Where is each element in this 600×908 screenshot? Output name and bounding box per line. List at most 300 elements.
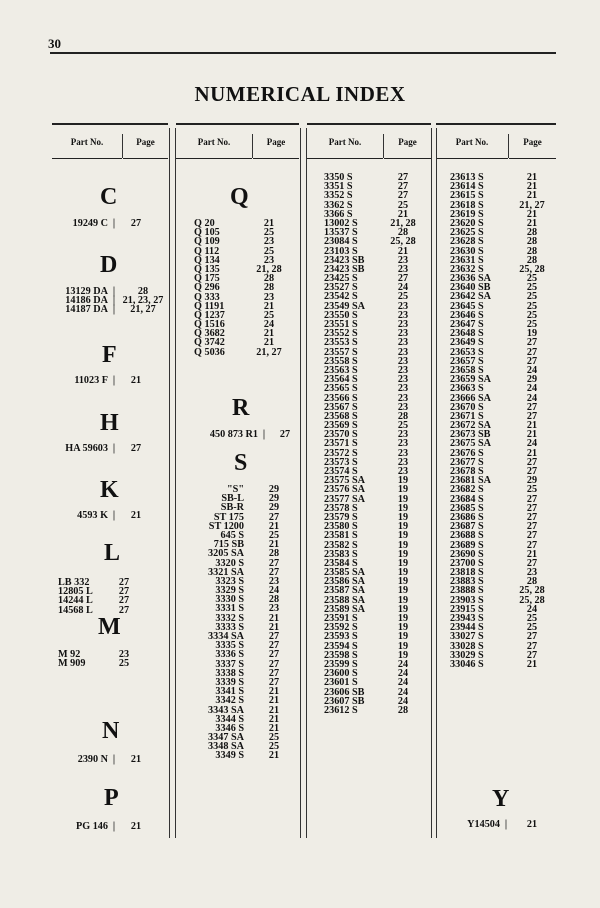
group-rule-2 <box>176 123 299 132</box>
index-row <box>450 660 560 669</box>
part-number: 3335 S <box>215 640 244 652</box>
index-row <box>194 715 304 724</box>
section-letter-n: N <box>102 718 120 744</box>
page-ref: 25 <box>397 291 409 303</box>
part-number: 23578 S <box>324 502 358 514</box>
part-number: 3332 S <box>215 612 244 624</box>
part-number: 23423 SB <box>324 263 365 275</box>
part-number: 3337 S <box>215 658 244 670</box>
part-number: 23612 S <box>324 704 358 716</box>
page-ref: 25 <box>397 420 409 432</box>
part-number: 23577 SA <box>324 493 366 505</box>
part-number: 23903 S <box>450 594 484 606</box>
part-number: PG 146 <box>76 821 108 832</box>
page-ref: 25 <box>263 227 275 239</box>
part-number: Q 1516 <box>194 319 225 331</box>
page-ref: 25, 28 <box>519 585 545 597</box>
index-row <box>194 669 304 678</box>
page-ref: 27 <box>397 172 409 183</box>
part-number: 23580 S <box>324 521 358 533</box>
page-ref: 23 <box>397 300 409 312</box>
part-number: 23599 S <box>324 658 358 670</box>
part-number: 33046 S <box>450 658 484 670</box>
header-page-4: Page <box>509 134 556 159</box>
part-number: LB 332 <box>58 577 90 588</box>
page-ref: 21 <box>397 208 409 220</box>
section-letter-p: P <box>104 785 119 811</box>
part-number: 23573 S <box>324 456 358 468</box>
page-ref: 23 <box>397 319 409 330</box>
part-number: 3346 S <box>215 722 244 734</box>
part-number: 23684 S <box>450 493 484 505</box>
section-m-entries <box>58 650 140 668</box>
part-number: 23564 S <box>324 374 358 386</box>
page-ref: 28 <box>526 576 538 588</box>
part-number: HA 59603 <box>65 443 108 454</box>
part-number: 3330 S <box>215 594 244 606</box>
page-ref: 19 <box>397 576 409 588</box>
page-ref: 25 <box>526 291 538 303</box>
part-number: 23700 S <box>450 557 484 569</box>
part-number: Q 3682 <box>194 328 225 340</box>
part-number: M 92 <box>58 649 81 660</box>
page-ref: 24 <box>397 677 409 689</box>
part-number: Q 296 <box>194 282 220 294</box>
divider <box>436 128 437 838</box>
part-number: 23689 S <box>450 539 484 551</box>
page-ref: 27 <box>526 355 538 367</box>
index-row <box>194 348 292 357</box>
part-number: 23636 SA <box>450 273 492 285</box>
page-ref: 19 <box>397 511 409 523</box>
index-row <box>58 305 166 314</box>
part-number: 23563 S <box>324 364 358 376</box>
header-part-no-4: Part No. <box>436 134 508 159</box>
separator-bar: | <box>112 754 116 765</box>
section-letter-q: Q <box>230 184 249 210</box>
part-number: 23568 S <box>324 410 358 422</box>
page-ref: 21 <box>263 337 275 349</box>
index-row <box>194 706 304 715</box>
page-ref: 19 <box>397 521 409 533</box>
page-ref: 27 <box>268 667 280 679</box>
part-number: 3205 SA <box>208 548 244 560</box>
divider <box>383 134 384 158</box>
page-ref: 25, 28 <box>519 594 545 606</box>
part-number: 23598 S <box>324 649 358 661</box>
part-number: 3349 S <box>215 750 244 762</box>
header-page-1: Page <box>123 134 168 159</box>
part-number: SB-R <box>220 502 244 514</box>
section-h-entries <box>58 444 152 453</box>
page-ref: 24 <box>397 668 409 680</box>
header-part-no-1: Part No. <box>52 134 122 159</box>
page-ref: 19 <box>397 622 409 634</box>
column-4-entries <box>450 173 560 669</box>
page-ref: 21 <box>526 658 538 670</box>
page-ref: 21 <box>268 621 280 633</box>
page-ref: 19 <box>397 502 409 514</box>
part-number: 13537 S <box>324 227 358 239</box>
index-row <box>194 604 304 613</box>
divider <box>169 128 170 838</box>
page-ref: 29 <box>526 374 538 386</box>
page-ref: 24 <box>263 319 275 331</box>
page-ref: 27 <box>526 456 538 468</box>
page-ref: 25 <box>526 622 538 634</box>
page-ref: 19 <box>397 493 409 505</box>
page-ref: 27 <box>268 631 280 642</box>
page-ref: 25 <box>268 741 280 753</box>
part-number: 23600 S <box>324 668 358 680</box>
part-number: 3331 S <box>215 603 244 615</box>
part-number: 23671 S <box>450 410 484 422</box>
part-number: 23615 S <box>450 190 484 202</box>
page-ref: 24 <box>397 282 409 294</box>
page-ref: 21 <box>130 375 142 386</box>
part-number: 23943 S <box>450 613 484 624</box>
header-part-no-3: Part No. <box>307 134 383 159</box>
page-ref: 24 <box>397 695 409 707</box>
part-number: 23642 SA <box>450 291 492 303</box>
part-number: 14186 DA <box>65 295 108 307</box>
index-row <box>194 577 304 586</box>
part-number: 23425 S <box>324 273 358 285</box>
page-ref: 27 <box>118 586 130 598</box>
page-ref: 27 <box>118 577 130 588</box>
page-ref: 25 <box>526 613 538 624</box>
page-ref: 19 <box>397 557 409 569</box>
page-ref: 25 <box>268 529 280 541</box>
part-number: 23567 S <box>324 401 358 413</box>
part-number: 3342 S <box>215 695 244 707</box>
part-number: 23676 S <box>450 447 484 459</box>
page-ref: 25 <box>526 309 538 321</box>
part-number: 23572 S <box>324 447 358 459</box>
part-number: 23585 SA <box>324 567 366 579</box>
part-number: 3339 S <box>215 676 244 688</box>
index-row <box>194 687 304 696</box>
part-number: 23542 S <box>324 291 358 303</box>
part-number: 3336 S <box>215 649 244 661</box>
part-number: ST 175 <box>213 511 244 523</box>
page-ref: 23 <box>397 456 409 468</box>
page-ref: 25 <box>526 282 538 294</box>
page-ref: 21 <box>130 821 142 832</box>
part-number: Y14504 <box>467 819 500 830</box>
part-number: 23582 S <box>324 539 358 551</box>
group-rule-4 <box>436 123 556 132</box>
part-number: 23606 SB <box>324 686 365 698</box>
page-ref: 23 <box>397 466 409 477</box>
page-ref: 25 <box>263 309 275 321</box>
part-number: 23601 S <box>324 677 358 689</box>
divider <box>306 128 307 838</box>
part-number: 715 SB <box>213 539 244 551</box>
page-ref: 25 <box>526 300 538 312</box>
divider <box>431 128 432 838</box>
part-number: 33028 S <box>450 640 484 652</box>
part-number: 23549 SA <box>324 300 366 312</box>
page-ref: 23 <box>263 254 275 266</box>
part-number: 23678 S <box>450 466 484 477</box>
page-ref: 21 <box>268 686 280 698</box>
index-row <box>194 494 304 503</box>
page-ref: 25 <box>526 484 538 496</box>
page-ref: 19 <box>397 484 409 496</box>
section-f-entries <box>58 376 152 385</box>
part-number: 23625 S <box>450 227 484 239</box>
page-ref: 21 <box>526 447 538 459</box>
part-number: 3333 S <box>215 621 244 633</box>
page-ref: 29 <box>268 484 280 495</box>
separator-bar: | <box>112 443 116 454</box>
separator-bar: | <box>112 375 116 386</box>
part-number: 23551 S <box>324 319 358 330</box>
page-ref: 23 <box>397 328 409 340</box>
part-number: 23557 S <box>324 346 358 358</box>
part-number: 23574 S <box>324 466 358 477</box>
part-number: 23423 SB <box>324 254 365 266</box>
page-ref: 27 <box>526 649 538 661</box>
section-letter-f: F <box>102 342 117 368</box>
index-row <box>194 650 304 659</box>
page-ref: 21 <box>526 172 538 183</box>
page-ref: 25 <box>263 245 275 257</box>
page-ref: 27 <box>526 640 538 652</box>
part-number: 23584 S <box>324 557 358 569</box>
divider <box>508 134 509 158</box>
separator-bar: | <box>112 821 116 832</box>
part-number: 23618 S <box>450 199 484 211</box>
section-n-entries <box>58 755 152 764</box>
page-ref: 25 <box>526 319 538 330</box>
part-number: 14244 L <box>58 595 93 607</box>
part-number: 3350 S <box>324 172 353 183</box>
page-ref: 21 <box>268 539 280 551</box>
part-number: 23658 S <box>450 364 484 376</box>
index-row <box>194 742 304 751</box>
part-number: 23592 S <box>324 622 358 634</box>
divider <box>175 128 176 838</box>
page-ref: 19 <box>397 640 409 652</box>
page-ref: 23 <box>397 254 409 266</box>
part-number: 23103 S <box>324 245 358 257</box>
page-ref: 28 <box>268 594 280 606</box>
part-number: 23619 S <box>450 208 484 220</box>
page-ref: 27 <box>526 521 538 533</box>
page-ref: 27 <box>268 511 280 523</box>
page-ref: 27 <box>526 466 538 477</box>
part-number: 3366 S <box>324 208 353 220</box>
page-ref: 27 <box>526 401 538 413</box>
part-number: 3321 SA <box>208 566 244 578</box>
page-ref: 27 <box>526 557 538 569</box>
page-ref: 19 <box>397 631 409 643</box>
index-row <box>452 820 552 829</box>
separator-bar: | <box>262 429 266 440</box>
page-ref: 19 <box>397 585 409 597</box>
index-row <box>194 503 304 512</box>
page-ref: 27 <box>279 429 291 440</box>
header-page-3: Page <box>384 134 431 159</box>
part-number: Q 333 <box>194 291 220 303</box>
page-ref: 21, 28 <box>256 263 282 275</box>
page-ref: 27 <box>268 649 280 661</box>
page-ref: 28 <box>263 273 275 285</box>
page-ref: 19 <box>397 539 409 551</box>
index-row <box>194 586 304 595</box>
index-row <box>194 531 304 540</box>
page-ref: 25 <box>397 199 409 211</box>
part-number: 23687 S <box>450 521 484 533</box>
page-ref: 21 <box>268 520 280 532</box>
page-ref: 21, 28 <box>390 217 416 229</box>
page-ref: 21 <box>268 713 280 725</box>
page-ref: 21 <box>268 695 280 707</box>
page-ref: 21 <box>268 612 280 624</box>
section-letter-k: K <box>100 477 119 503</box>
part-number: 23527 S <box>324 282 358 294</box>
page-ref: 21 <box>526 429 538 441</box>
page-ref: 21 <box>526 819 538 830</box>
part-number: 3323 S <box>215 575 244 587</box>
part-number: 23575 SA <box>324 475 366 487</box>
part-number: "S" <box>227 484 244 495</box>
part-number: Q 20 <box>194 218 215 229</box>
separator-bar: | <box>112 510 116 521</box>
page-ref: 29 <box>268 502 280 514</box>
page-ref: 27 <box>526 337 538 349</box>
part-number: 23640 SB <box>450 282 491 294</box>
page-ref: 27 <box>130 218 142 229</box>
part-number: Q 5036 <box>194 346 225 358</box>
part-number: 645 S <box>220 529 244 541</box>
page-ref: 27 <box>526 493 538 505</box>
page-ref: 24 <box>397 686 409 698</box>
page-ref: 24 <box>526 392 538 404</box>
page-ref: 23 <box>118 649 130 660</box>
page-ref: 28 <box>526 227 538 239</box>
page-ref: 28 <box>137 286 149 297</box>
part-number: 23883 S <box>450 576 484 588</box>
part-number: 23576 SA <box>324 484 366 496</box>
index-row <box>58 511 152 520</box>
part-number: ST 1200 <box>208 520 244 532</box>
part-number: 23570 S <box>324 429 358 441</box>
part-number: 23690 S <box>450 548 484 560</box>
page-ref: 27 <box>268 640 280 652</box>
part-number: 3362 S <box>324 199 353 211</box>
part-number: 19249 C <box>72 218 108 229</box>
page-ref: 27 <box>268 557 280 569</box>
page-ref: 21 <box>268 704 280 716</box>
part-number: 23632 S <box>450 263 484 275</box>
part-number: 23552 S <box>324 328 358 340</box>
divider <box>252 134 253 158</box>
page-ref: 27 <box>130 443 142 454</box>
part-number: 23084 S <box>324 236 358 248</box>
part-number: 33027 S <box>450 631 484 643</box>
section-letter-h: H <box>100 410 119 436</box>
index-row <box>194 641 304 650</box>
page-ref: 23 <box>268 575 280 587</box>
part-number: 23663 S <box>450 383 484 395</box>
part-number: 14568 L <box>58 604 93 616</box>
part-number: 11023 F <box>74 375 108 386</box>
section-letter-l: L <box>104 540 121 566</box>
part-number: M 909 <box>58 658 86 670</box>
part-number: 23647 S <box>450 319 484 330</box>
index-row <box>194 568 304 577</box>
part-number: 23688 S <box>450 530 484 542</box>
index-row <box>58 444 152 453</box>
part-number: 23631 S <box>450 254 484 266</box>
page-ref: 21 <box>263 328 275 340</box>
page-ref: 21 <box>263 218 275 229</box>
section-c-entries <box>58 219 152 228</box>
index-row <box>58 659 140 668</box>
section-y-entries <box>452 820 552 829</box>
index-row <box>194 614 304 623</box>
index-row <box>324 706 426 715</box>
page-ref: 27 <box>268 676 280 688</box>
page-ref: 23 <box>268 603 280 615</box>
index-row <box>194 485 304 494</box>
part-number: 3348 SA <box>208 741 244 753</box>
page-ref: 23 <box>397 401 409 413</box>
part-number: 3347 SA <box>208 732 244 744</box>
part-number: 450 873 R1 <box>209 429 258 440</box>
part-number: Q 1191 <box>194 300 225 312</box>
part-number: 23659 SA <box>450 374 492 386</box>
page-ref: 21 <box>263 300 275 312</box>
part-number: 23553 S <box>324 337 358 349</box>
page-ref: 28 <box>263 282 275 294</box>
part-number: 3334 SA <box>208 631 244 642</box>
page-ref: 27 <box>526 502 538 514</box>
page-ref: 19 <box>397 613 409 624</box>
part-number: 23646 S <box>450 309 484 321</box>
page-ref: 27 <box>526 346 538 358</box>
part-number: 23818 S <box>450 567 484 579</box>
part-number: 23613 S <box>450 172 484 183</box>
page-ref: 19 <box>397 475 409 487</box>
part-number: 23620 S <box>450 217 484 229</box>
page-ref: 21 <box>130 510 142 521</box>
part-number: 23666 SA <box>450 392 492 404</box>
part-number: 23677 S <box>450 456 484 468</box>
separator-bar: | <box>504 819 508 830</box>
part-number: 23550 S <box>324 309 358 321</box>
page-ref: 19 <box>397 649 409 661</box>
part-number: 23587 SA <box>324 585 366 597</box>
page-ref: 25, 28 <box>390 236 416 248</box>
part-number: Q 135 <box>194 263 220 275</box>
page-ref: 27 <box>526 539 538 551</box>
index-row <box>58 219 152 228</box>
header-page-2: Page <box>253 134 299 159</box>
part-number: 23569 S <box>324 420 358 432</box>
page-ref: 23 <box>263 291 275 303</box>
page-ref: 21 <box>526 181 538 193</box>
part-number: 23915 S <box>450 603 484 615</box>
section-l-entries <box>58 578 140 615</box>
section-letter-y: Y <box>492 786 510 812</box>
page-ref: 25, 28 <box>519 263 545 275</box>
part-number: Q 112 <box>194 245 220 257</box>
part-number: 33029 S <box>450 649 484 661</box>
